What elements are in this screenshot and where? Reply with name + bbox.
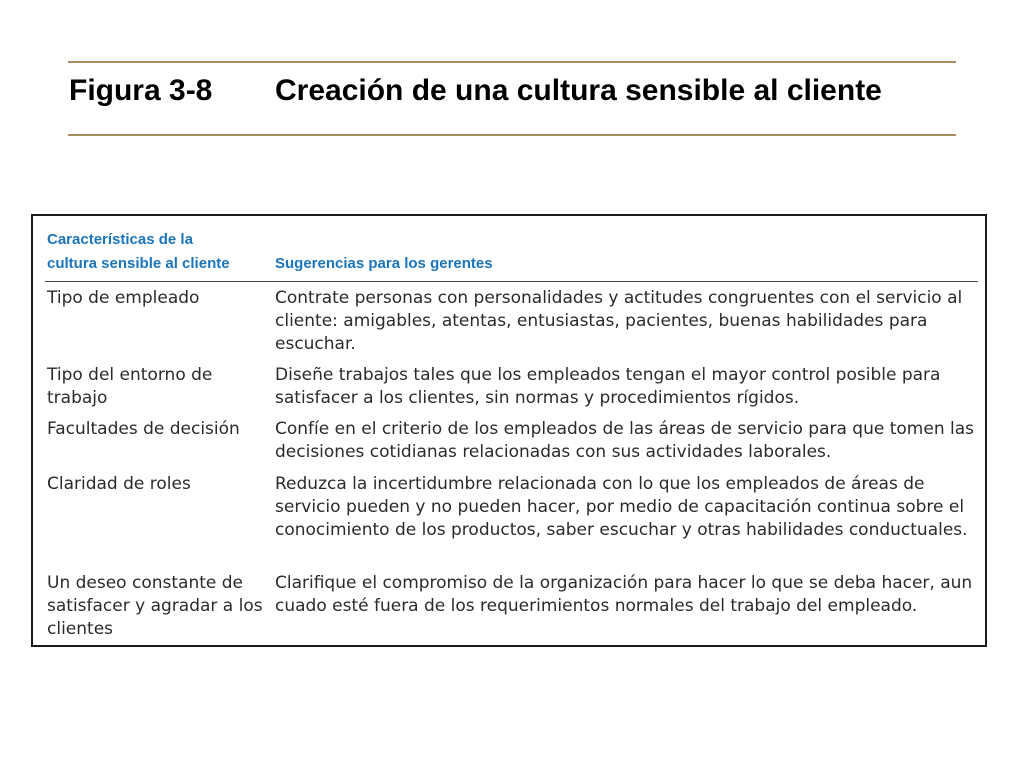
row-suggestion: Confíe en el criterio de los empleados de las áreas de servicio para que tomen las decisiones cotidianas relacionadas con sus actividades laborales. bbox=[275, 419, 974, 462]
header-characteristics-line1: Características de la bbox=[47, 231, 193, 248]
title-top-rule bbox=[68, 61, 956, 63]
row-suggestion: Reduzca la incertidumbre relacionada con lo que los empleados de áreas de servicio pueden y no pueden hacer, por medio de capacitación continua sobre el conocimiento de los productos, saber escuchar y otras habilidades conductuales. bbox=[275, 474, 968, 540]
row-characteristic: Tipo del entorno de trabajo bbox=[47, 365, 213, 408]
row-characteristic: Claridad de roles bbox=[47, 474, 191, 494]
row-characteristic: Facultades de decisión bbox=[47, 419, 240, 439]
figure-number: Figura 3-8 bbox=[69, 74, 213, 107]
header-characteristics bbox=[47, 228, 267, 276]
header-characteristics-line2: cultura sensible al cliente bbox=[47, 255, 230, 272]
row-suggestion: Diseñe trabajos tales que los empleados tengan el mayor control posible para satisfacer a los clientes, sin normas y procedimientos rígidos. bbox=[275, 365, 941, 408]
row-suggestion: Clarifique el compromiso de la organización para hacer lo que se deba hacer, aun cuado esté fuera de los requerimientos normales del trabajo del empleado. bbox=[275, 573, 973, 616]
figure-title: Creación de una cultura sensible al cliente bbox=[275, 74, 882, 107]
row-characteristic: Tipo de empleado bbox=[47, 288, 200, 308]
customer-culture-table bbox=[31, 214, 987, 647]
header-divider bbox=[45, 281, 978, 282]
title-bottom-rule bbox=[68, 134, 956, 136]
row-suggestion: Contrate personas con personalidades y actitudes congruentes con el servicio al cliente: amigables, atentas, entusiastas, pacientes, buenas habilidades para escuchar. bbox=[275, 288, 963, 354]
header-suggestions: Sugerencias para los gerentes bbox=[275, 255, 493, 272]
row-characteristic: Un deseo constante de satisfacer y agradar a los clientes bbox=[47, 573, 263, 639]
slide-title bbox=[69, 74, 882, 108]
